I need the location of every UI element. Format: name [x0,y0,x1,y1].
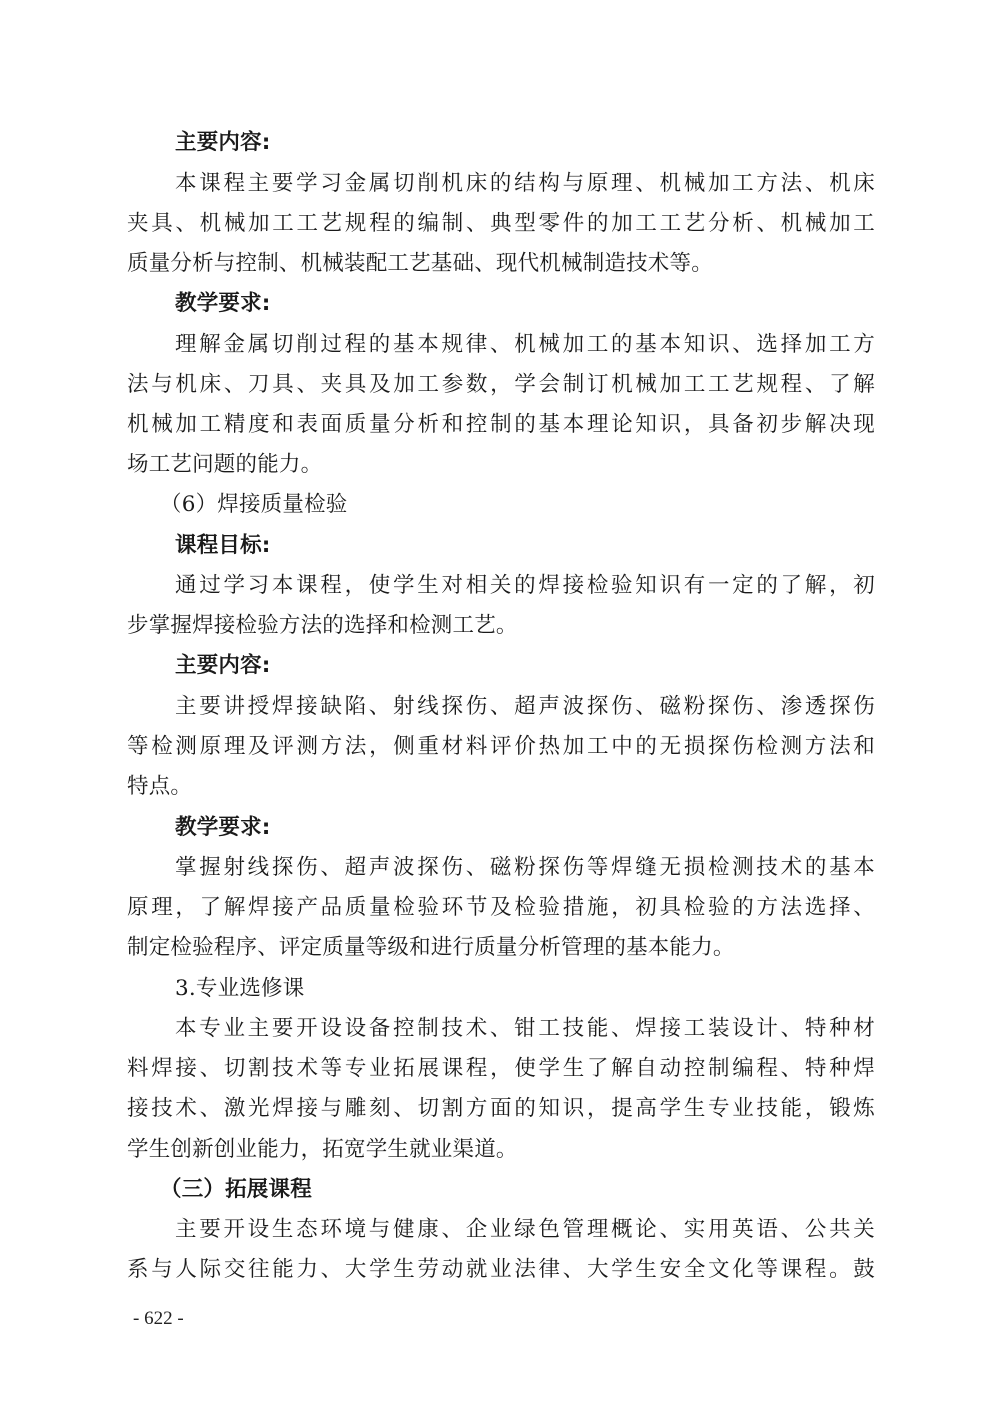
paragraph-line: 系与人际交往能力、大学生劳动就业法律、大学生安全文化等课程。鼓 [127,1257,875,1282]
paragraph-line: 理解金属切削过程的基本规律、机械加工的基本知识、选择加工方 [175,332,875,357]
paragraph-line: 法与机床、刀具、夹具及加工参数，学会制订机械加工工艺规程、了解 [127,372,875,397]
paragraph-line: 制定检验程序、评定质量等级和进行质量分析管理的基本能力。 [127,935,735,960]
paragraph-line: 本课程主要学习金属切削机床的结构与原理、机械加工方法、机床 [175,171,875,196]
paragraph-line: 夹具、机械加工工艺规程的编制、典型零件的加工工艺分析、机械加工 [127,211,875,236]
paragraph-line: 原理，了解焊接产品质量检验环节及检验措施，初具检验的方法选择、 [127,895,875,920]
paragraph-line: 接技术、激光焊接与雕刻、切割方面的知识，提高学生专业技能，锻炼 [127,1096,875,1121]
heading-course-objective: 课程目标: [175,533,271,558]
paragraph-line: 等检测原理及评测方法，侧重材料评价热加工中的无损探伤检测方法和 [127,734,875,759]
section-title-extension-courses: （三）拓展课程 [160,1177,312,1202]
paragraph-line: 主要开设生态环境与健康、企业绿色管理概论、实用英语、公共关 [175,1217,875,1242]
paragraph-line: 机械加工精度和表面质量分析和控制的基本理论知识，具备初步解决现 [127,412,875,437]
heading-teaching-requirements: 教学要求: [175,815,271,840]
paragraph-line: 掌握射线探伤、超声波探伤、磁粉探伤等焊缝无损检测技术的基本 [175,855,875,880]
paragraph-line: 料焊接、切割技术等专业拓展课程，使学生了解自动控制编程、特种焊 [127,1056,875,1081]
paragraph-line: 学生创新创业能力，拓宽学生就业渠道。 [127,1137,518,1162]
heading-teaching-requirements: 教学要求: [175,291,271,316]
heading-main-content: 主要内容: [175,130,271,155]
paragraph-line: 步掌握焊接检验方法的选择和检测工艺。 [127,613,518,638]
paragraph-line: 通过学习本课程，使学生对相关的焊接检验知识有一定的了解，初 [175,573,875,598]
section-title-welding-inspection: （6）焊接质量检验 [160,492,348,517]
heading-main-content: 主要内容: [175,653,271,678]
paragraph-line: 主要讲授焊接缺陷、射线探伤、超声波探伤、磁粉探伤、渗透探伤 [175,694,875,719]
paragraph-line: 场工艺问题的能力。 [127,452,323,477]
paragraph-line: 质量分析与控制、机械装配工艺基础、现代机械制造技术等。 [127,251,713,276]
paragraph-line: 特点。 [127,774,193,799]
paragraph-line: 本专业主要开设设备控制技术、钳工技能、焊接工装设计、特种材 [175,1016,875,1041]
section-title-electives: 3.专业选修课 [175,976,305,1001]
page-number: - 622 - [133,1308,184,1329]
